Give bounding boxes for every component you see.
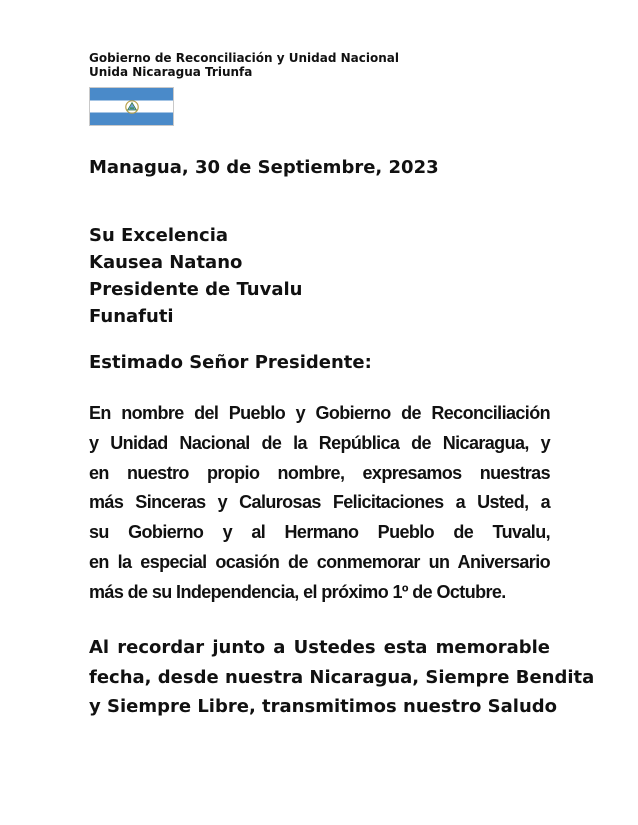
letter-date: Managua, 30 de Septiembre, 2023 <box>89 157 439 178</box>
paragraph-line: más Sinceras y Calurosas Felicitaciones a Usted, a <box>89 492 550 513</box>
paragraph-line: más de su Independencia, el próximo 1º de Octubre. <box>89 581 506 602</box>
addressee-block <box>89 222 303 330</box>
addressee-city: Funafuti <box>89 306 174 327</box>
paragraph-line: su Gobierno y al Hermano Pueblo de Tuvalu, <box>89 522 550 543</box>
nicaragua-coat-of-arms-icon <box>124 100 140 114</box>
paragraph-line: en la especial ocasión de conmemorar un Aniversario <box>89 551 550 572</box>
salutation: Estimado Señor Presidente: <box>89 352 372 373</box>
paragraph-line: fecha, desde nuestra Nicaragua, Siempre Bendita <box>89 666 595 688</box>
nicaragua-flag <box>89 87 174 126</box>
letterhead-slogan: Unida Nicaragua Triunfa <box>89 65 253 79</box>
paragraph-line: y Siempre Libre, transmitimos nuestro Saludo <box>89 696 558 717</box>
body-paragraph-1 <box>89 399 550 608</box>
letterhead <box>89 51 550 79</box>
addressee-title: Su Excelencia <box>89 225 229 246</box>
addressee-position: Presidente de Tuvalu <box>89 279 303 300</box>
paragraph-line: en nuestro propio nombre, expresamos nuestras <box>89 462 550 483</box>
addressee-name: Kausea Natano <box>89 252 243 273</box>
paragraph-line: En nombre del Pueblo y Gobierno de Reconciliación <box>89 403 550 423</box>
paragraph-line: Al recordar junto a Ustedes esta memorable <box>89 637 550 658</box>
paragraph-line: y Unidad Nacional de la República de Nicaragua, y <box>89 432 550 453</box>
body-paragraph-2 <box>89 633 595 722</box>
letterhead-government-name: Gobierno de Reconciliación y Unidad Nacional <box>89 51 399 65</box>
